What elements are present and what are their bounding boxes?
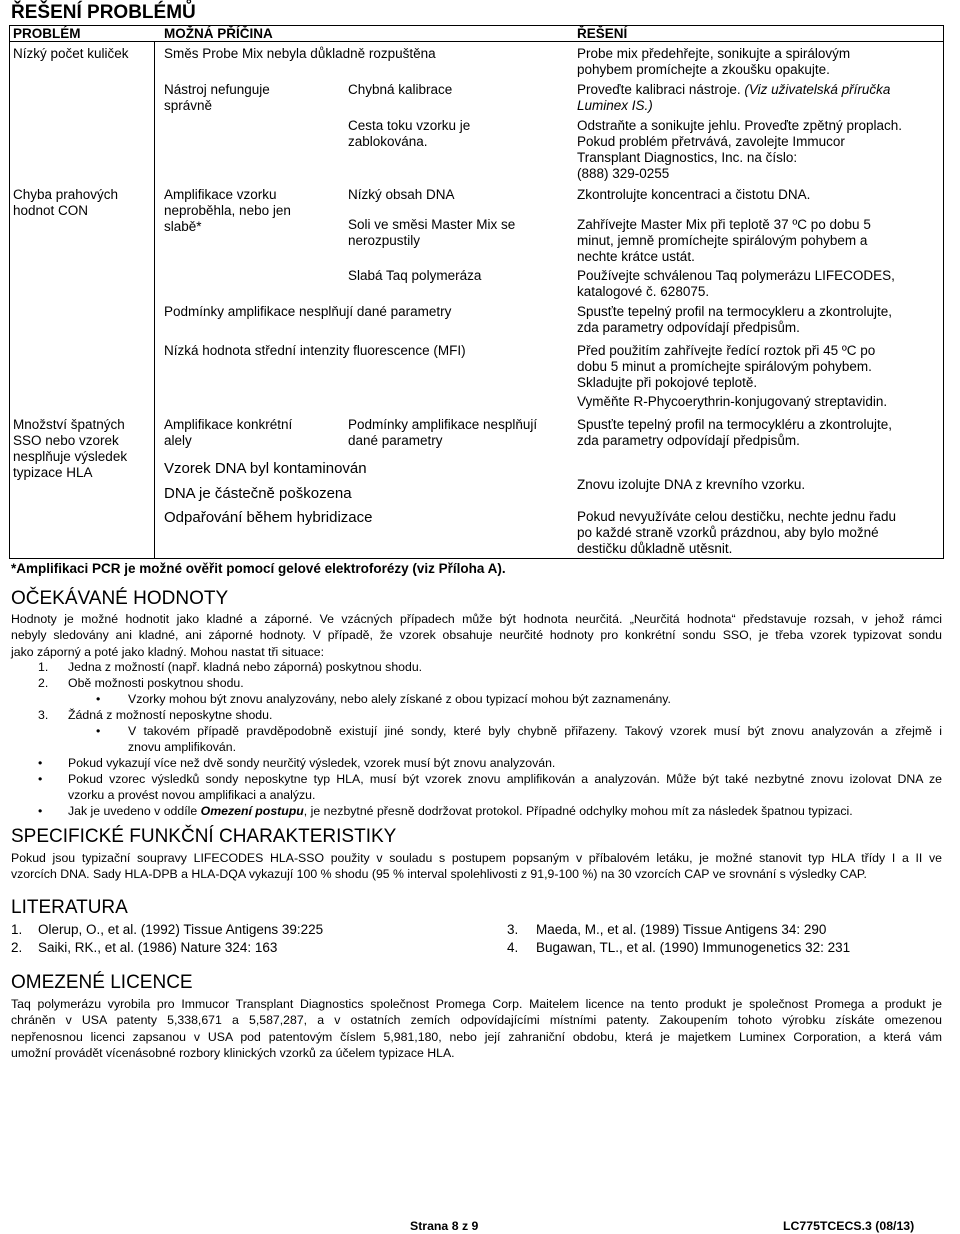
list-item: Žádná z možností neposkytne shodu. <box>68 708 273 722</box>
solution-line: zda parametry odpovídají předpisům. <box>577 320 800 335</box>
solution-line: Používejte schválenou Taq polymerázu LIFECODES, <box>577 268 895 283</box>
list-subitem: Vzorky mohou být znovu analyzovány, nebo alely získané z obou typizací mohou být zaznamenány. <box>128 692 671 706</box>
subcause-taq: Slabá Taq polymeráza <box>348 268 482 283</box>
reference-number: 2. <box>11 940 23 955</box>
solution-line: Odstraňte a sonikujte jehlu. Proveďte zpětný proplach. <box>577 118 902 133</box>
subcause-calibration: Chybná kalibrace <box>348 82 453 97</box>
license-heading: OMEZENÉ LICENCE <box>11 972 193 993</box>
list-subitem <box>128 723 942 756</box>
subcause-salts: nerozpustily <box>348 233 421 248</box>
table-top-border <box>9 25 944 26</box>
solution-line: Zahřívejte Master Mix při teplotě 37 ºC po dobu 5 <box>577 217 871 232</box>
reference-item: Maeda, M., et al. (1989) Tissue Antigens 34: 290 <box>536 922 827 937</box>
cause-column-divider <box>154 41 155 559</box>
subcause-flow-path: Cesta toku vzorku je <box>348 118 471 133</box>
reference-item: Olerup, O., et al. (1992) Tissue Antigens 39:225 <box>38 922 324 937</box>
list-number: 2. <box>38 676 49 690</box>
solution-line: Spusťte tepelný profil na termocykleru a zkontrolujte, <box>577 304 892 319</box>
text-run: Jak je uvedeno v oddíle <box>68 804 201 818</box>
cause-amplification: slabě* <box>164 219 202 234</box>
bullet-item: Pokud vykazují více než dvě sondy neurčitý výsledek, vzorek musí být znovu analyzován. <box>68 756 556 770</box>
subcause-salts: Soli ve směsi Master Mix se <box>348 217 516 232</box>
paragraph-line: umožní provádět vícenásobné rozbory klinických vzorků za účelem typizace HLA. <box>11 1046 455 1061</box>
text-run: , je nezbytné přesně dodržovat protokol. Případné odchylky mohou mít za následek špatnou typizaci. <box>303 804 853 818</box>
paragraph-line: nepřenosnou licenci zapsanou v USA pod patentovým číslem 5,981,180, nebo její zahraniční obdobu, která je majetkem Luminex Corporation, a která vám <box>11 1029 942 1044</box>
solution-line: Vyměňte R-Phycoerythrin-konjugovaný streptavidin. <box>577 394 888 409</box>
solution-line: po každé straně vzorků prázdnou, aby bylo možné <box>577 525 879 540</box>
cause-specific-allele: Amplifikace konkrétní <box>164 417 293 432</box>
reference-item: Saiki, RK., et al. (1986) Nature 324: 163 <box>38 940 278 955</box>
solution-line: Probe mix předehřejte, sonikujte a spirálovým <box>577 46 851 61</box>
cause-low-mfi: Nízká hodnota střední intenzity fluorescence (MFI) <box>164 343 466 358</box>
solution-line: minut, jemně promíchejte spirálovým pohybem a <box>577 233 868 248</box>
table-left-border <box>9 25 10 559</box>
list-item: Jedna z možností (např. kladná nebo záporná) poskytnou shodu. <box>68 660 423 674</box>
reference-number: 3. <box>507 922 519 937</box>
solution-manual-ref: (Viz uživatelská příručka <box>744 82 891 97</box>
problem-low-bead-count: Nízký počet kuliček <box>13 46 129 61</box>
cause-contaminated: Vzorek DNA byl kontaminován <box>164 460 367 477</box>
header-solution: ŘEŠENÍ <box>577 26 628 41</box>
solution-line: nechte krátce ustát. <box>577 249 695 264</box>
problem-con-threshold: Chyba prahových <box>13 187 119 202</box>
cause-amplification: Amplifikace vzorku <box>164 187 277 202</box>
subcause-amp-params: Podmínky amplifikace nesplňují <box>348 417 538 432</box>
paragraph-line: V takovém případě pravděpodobně existují jiné sondy, které byly chybně přiřazeny. Takový vzorek musí být znovu analyzován a zřejmě i <box>128 724 942 738</box>
bullet: • <box>96 724 101 738</box>
literature-heading: LITERATURA <box>11 897 128 918</box>
problem-bad-sso: typizace HLA <box>13 465 93 480</box>
paragraph-line: chráněn v USA patenty 5,338,671 a 5,587,287, a v ostatních zemích odpovídajícími místními patenty. Zakoupením tohoto výrobku získáte omezenou <box>11 1013 942 1028</box>
list-item: Obě možnosti poskytnou shodu. <box>68 676 244 690</box>
cause-damaged-dna: DNA je částečně poškozena <box>164 485 352 502</box>
paragraph-line: vzorcích DNA. Sady HLA-DPB a HLA-DQA vykazují 100 % shodu (95 % interval spolehlivosti z 91,9-100 %) na 30 vzorcích CAP ve srovnání s výsledky CAP. <box>11 867 867 882</box>
page-number: Strana 8 z 9 <box>410 1219 479 1233</box>
expected-values-paragraph <box>11 611 942 660</box>
performance-paragraph <box>11 850 942 883</box>
cause-amplification: neproběhla, nebo jen <box>164 203 291 218</box>
solution-line: dobu 5 minut a promíchejte spirálovým pohybem. <box>577 359 872 374</box>
subcause-flow-path: zablokována. <box>348 134 428 149</box>
paragraph-line: Hodnoty je možné hodnotit jako kladné a záporné. Ve vzácných případech může být hodnota neurčitá. „Neurčitá hodnota“ představuje rozsah, v jehož rámci <box>11 612 942 626</box>
bullet-item <box>68 803 853 819</box>
subcause-amp-params: dané parametry <box>348 433 443 448</box>
cause-instrument: Nástroj nefunguje <box>164 82 270 97</box>
solution-line: katalogové č. 628075. <box>577 284 710 299</box>
bullet: • <box>38 772 43 786</box>
solution-line <box>577 82 890 98</box>
problem-bad-sso: SSO nebo vzorek <box>13 433 119 448</box>
solution-line: Pokud problém přetrvává, zavolejte Immucor <box>577 134 845 149</box>
cause-amp-conditions: Podmínky amplifikace nesplňují dané parametry <box>164 304 452 319</box>
bullet: • <box>38 756 43 770</box>
cause-probe-mix: Směs Probe Mix nebyla důkladně rozpuštěna <box>164 46 436 61</box>
solution-line: Před použitím zahřívejte ředící roztok při 45 ºC po <box>577 343 876 358</box>
reference-number: 4. <box>507 940 519 955</box>
paragraph-line: Pokud jsou typizační soupravy LIFECODES HLA-SSO použity v souladu s postupem popsaným v příbalovém letáku, je možné stanovit typ HLA třídy I a II ve <box>11 851 942 865</box>
list-number: 3. <box>38 708 49 722</box>
solution-line: Spusťte tepelný profil na termocykléru a zkontrolujte, <box>577 417 892 432</box>
reference-item: Bugawan, TL., et al. (1990) Immunogenetics 32: 231 <box>536 940 851 955</box>
license-paragraph <box>11 996 942 1062</box>
problem-bad-sso: Množství špatných <box>13 417 125 432</box>
paragraph-line: Taq polymerázu vyrobila pro Immucor Transplant Diagnostics společnost Promega Corp. Maitelem licence na tento produkt je společnost Promega a produkt je <box>11 997 942 1011</box>
table-footnote: *Amplifikaci PCR je možné ověřit pomocí gelové elektroforézy (viz Příloha A). <box>11 561 506 576</box>
solution-line: destičku důkladně utěsnit. <box>577 541 733 556</box>
cause-evaporation: Odpařování během hybridizace <box>164 509 373 526</box>
bullet-item <box>68 771 942 804</box>
problem-con-threshold: hodnot CON <box>13 203 89 218</box>
solution-line: Skladujte při pokojové teplotě. <box>577 375 758 390</box>
expected-values-heading: OČEKÁVANÉ HODNOTY <box>11 588 229 609</box>
performance-heading: SPECIFICKÉ FUNKČNÍ CHARAKTERISTIKY <box>11 826 397 847</box>
solution-line: pohybem promíchejte a zkoušku opakujte. <box>577 62 830 77</box>
paragraph-line: nebyly sledovány ani kladné, ani záporné hodnoty. V případě, že vzorek obsahuje neurčité hodnoty pro konkrétní sondu SSO, je třeba vzorek typizovat sondu <box>11 628 942 643</box>
paragraph-line: znovu amplifikován. <box>128 740 236 755</box>
problem-bad-sso: nesplňuje výsledek <box>13 449 128 464</box>
page-title: ŘEŠENÍ PROBLÉMŮ <box>11 2 196 23</box>
document-code: LC775TCECS.3 (08/13) <box>783 1219 915 1233</box>
paragraph-line: vzorku a provést novou amplifikaci a analýzu. <box>68 788 316 803</box>
bullet: • <box>38 804 43 818</box>
table-header-rule <box>9 41 944 42</box>
reference-number: 1. <box>11 922 23 937</box>
list-number: 1. <box>38 660 49 674</box>
solution-line: zda parametry odpovídají předpisům. <box>577 433 800 448</box>
subcause-low-dna: Nízký obsah DNA <box>348 187 455 202</box>
header-problem: PROBLÉM <box>13 26 81 41</box>
cause-instrument: správně <box>164 98 213 113</box>
solution-line: Luminex IS.) <box>577 98 653 113</box>
bullet: • <box>96 692 101 706</box>
solution-line: (888) 329-0255 <box>577 166 670 181</box>
section-reference: Omezení postupu <box>200 804 304 818</box>
paragraph-line: jako záporný a poté jako kladný. Mohou nastat tři situace: <box>11 644 325 659</box>
solution-line: Zkontrolujte koncentraci a čistotu DNA. <box>577 187 811 202</box>
table-right-border <box>943 25 944 559</box>
cause-specific-allele: alely <box>164 433 192 448</box>
solution-line: Transplant Diagnostics, Inc. na číslo: <box>577 150 798 165</box>
table-bottom-border <box>9 558 944 559</box>
header-cause: MOŽNÁ PŘÍČINA <box>164 26 273 41</box>
paragraph-line: Pokud vzorec výsledků sondy neposkytne typ HLA, musí být vzorek znovu amplifikován a analyzován. Může být také nezbytné znovu izolovat DNA ze <box>68 772 942 786</box>
solution-line: Znovu izolujte DNA z krevního vzorku. <box>577 477 806 492</box>
solution-calibrate: Proveďte kalibraci nástroje. <box>577 82 741 97</box>
solution-line: Pokud nevyužíváte celou destičku, nechte jednu řadu <box>577 509 896 524</box>
